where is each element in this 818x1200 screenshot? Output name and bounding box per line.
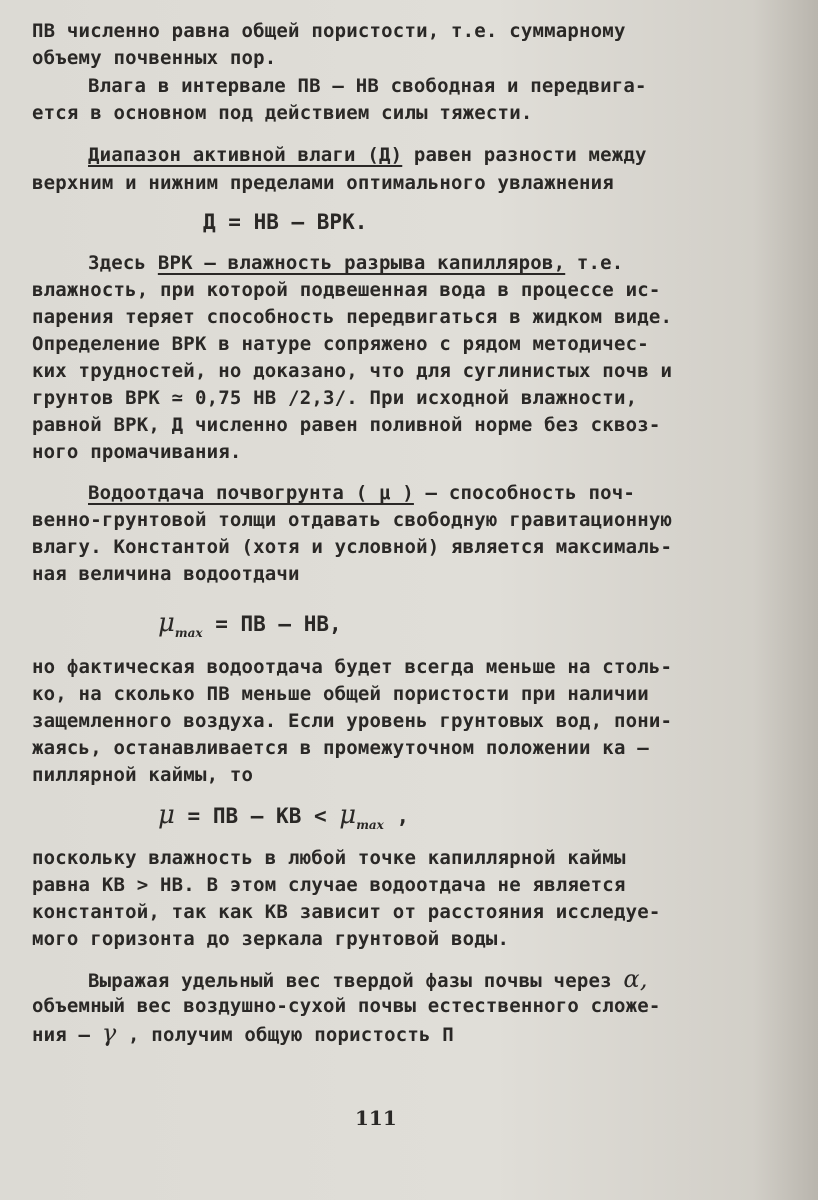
text-line: мого горизонта до зеркала грунтовой воды. bbox=[32, 928, 510, 950]
definition-line bbox=[88, 250, 623, 276]
text-fragment: ния – bbox=[32, 1024, 102, 1046]
text-line: ного промачивания. bbox=[32, 441, 242, 463]
subscript: max bbox=[174, 626, 203, 640]
text-line: ПВ численно равна общей пористости, т.е. суммарному bbox=[32, 20, 626, 42]
mu-symbol: μ bbox=[158, 608, 175, 638]
gamma-symbol: γ bbox=[101, 1019, 117, 1047]
mu-symbol: μ bbox=[158, 800, 175, 830]
formula-text: , bbox=[383, 804, 410, 828]
formula-text: = ПВ – КВ < bbox=[174, 804, 340, 828]
text-line: поскольку влажность в любой точке капиллярной каймы bbox=[32, 847, 626, 869]
text-line: влажность, при которой подвешенная вода в процессе ис- bbox=[32, 279, 661, 301]
text-line: объемный вес воздушно-сухой почвы естественного сложе- bbox=[32, 995, 661, 1017]
text-line: Определение ВРК в натуре сопряжено с рядом методичес- bbox=[32, 333, 649, 355]
text-fragment: , получим общую пористость П bbox=[116, 1024, 454, 1046]
text-line: объему почвенных пор. bbox=[32, 47, 277, 69]
text-line: ких трудностей, но доказано, что для суглинистых почв и bbox=[32, 360, 673, 382]
text-line: равной ВРК, Д численно равен поливной норме без сквоз- bbox=[32, 414, 661, 436]
mu-symbol: μ bbox=[339, 800, 357, 830]
text-line: пиллярной каймы, то bbox=[32, 764, 254, 786]
text-line: Влага в интервале ПВ – НВ свободная и передвига- bbox=[88, 75, 647, 97]
formula-d: Д = НВ – ВРК. bbox=[203, 210, 368, 234]
formula-mu bbox=[158, 800, 409, 832]
formula-mu-max bbox=[158, 608, 342, 640]
text-line: грунтов ВРК ≃ 0,75 НВ /2,3/. При исходной влажности, bbox=[32, 387, 638, 409]
text-fragment: равен разности между bbox=[402, 144, 647, 166]
text-line: венно-грунтовой толщи отдавать свободную гравитационную bbox=[32, 509, 673, 531]
page-number: 111 bbox=[355, 1106, 397, 1130]
text-line bbox=[32, 1020, 454, 1048]
text-line: ная величина водоотдачи bbox=[32, 563, 300, 585]
text-line: жаясь, останавливается в промежуточном положении ка – bbox=[32, 737, 649, 759]
text-line: но фактическая водоотдача будет всегда меньше на столь- bbox=[32, 656, 673, 678]
text-line: защемленного воздуха. Если уровень грунтовых вод, пони- bbox=[32, 710, 673, 732]
text-fragment: т.е. bbox=[565, 252, 624, 274]
text-fragment: Выражая удельный вес твердой фазы почвы через bbox=[88, 970, 624, 992]
term-active-moisture-range: Диапазон активной влаги (Д) bbox=[88, 144, 403, 166]
text-line: ется в основном под действием силы тяжести. bbox=[32, 102, 533, 124]
text-fragment: Здесь bbox=[88, 252, 158, 274]
definition-line bbox=[88, 480, 635, 506]
subscript: max bbox=[356, 818, 384, 832]
definition-line bbox=[88, 142, 647, 168]
text-line: парения теряет способность передвигаться в жидком виде. bbox=[32, 306, 673, 328]
text-line: верхним и нижним пределами оптимального увлажнения bbox=[32, 172, 614, 194]
text-line: ко, на сколько ПВ меньше общей пористости при наличии bbox=[32, 683, 649, 705]
text-line: константой, так как КВ зависит от расстояния исследуе- bbox=[32, 901, 661, 923]
formula-text: = ПВ – НВ, bbox=[202, 612, 342, 636]
text-line bbox=[88, 966, 648, 994]
text-line: равна КВ > НВ. В этом случае водоотдача не является bbox=[32, 874, 626, 896]
term-vrk: ВРК – влажность разрыва капилляров, bbox=[157, 252, 566, 274]
alpha-symbol: α, bbox=[623, 965, 648, 993]
text-line: влагу. Константой (хотя и условной) является максималь- bbox=[32, 536, 673, 558]
text-fragment: – способность поч- bbox=[413, 482, 636, 504]
term-water-yield: Водоотдача почвогрунта ( μ ) bbox=[88, 482, 414, 504]
